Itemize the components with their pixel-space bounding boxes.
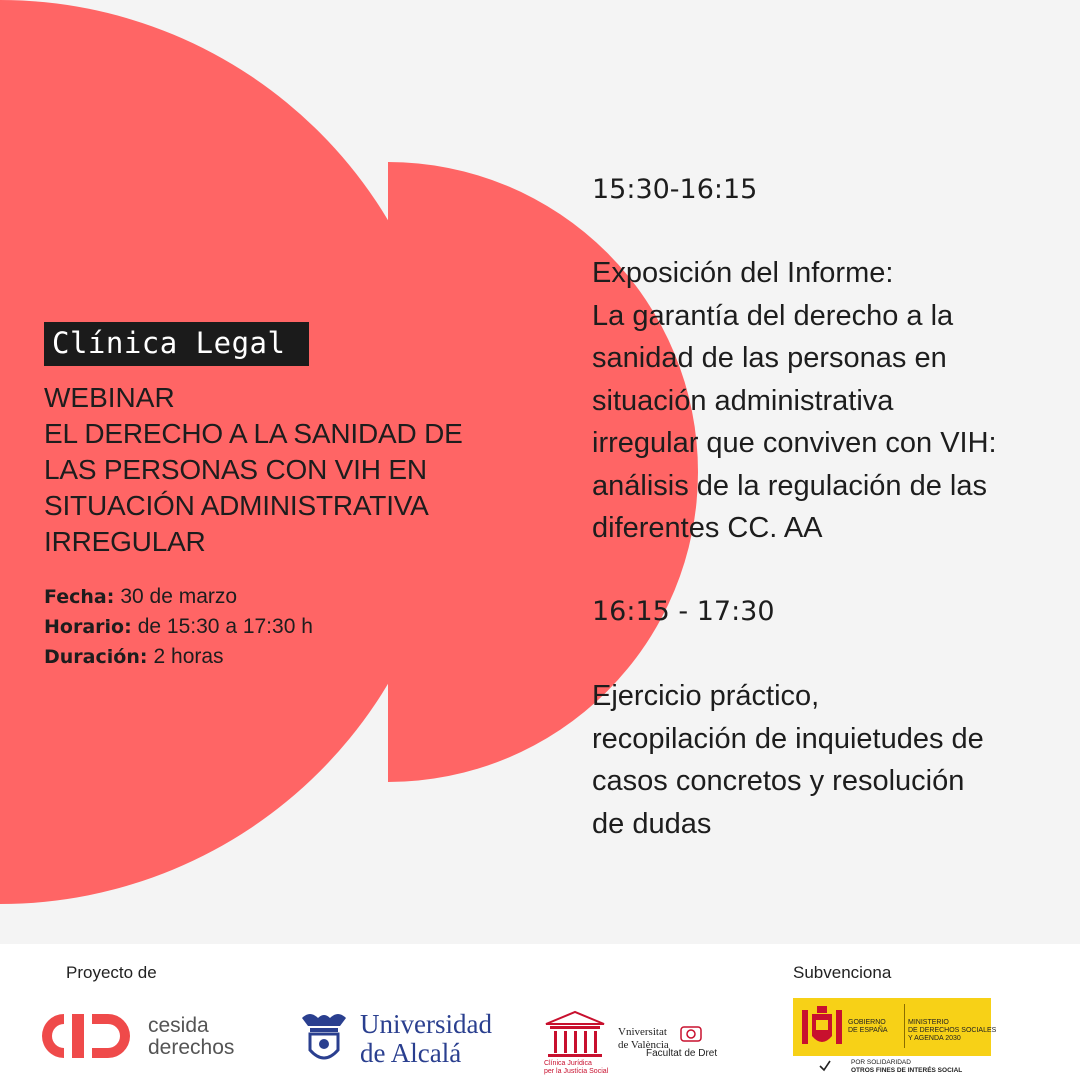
solidaridad-text: [851, 1059, 962, 1075]
schedule-line: de dudas: [592, 807, 712, 840]
detail-label: Fecha:: [44, 586, 115, 608]
alcala-name: [360, 1010, 492, 1068]
detail-time: [44, 612, 514, 642]
schedule-description-2: [592, 675, 984, 845]
event-title-line: LAS PERSONAS CON VIH EN: [44, 454, 427, 485]
valencia-line: Vniversitat: [618, 1026, 667, 1038]
schedule-time-1: 15:30-16:15: [592, 174, 758, 205]
alcala-crest-icon: [296, 1008, 352, 1068]
schedule-line: casos concretos y resolución: [592, 765, 965, 797]
solidaridad-bold: OTROS FINES DE INTERÉS SOCIAL: [851, 1067, 963, 1074]
cesida-logo-icon: [38, 1010, 134, 1062]
project-label: Proyecto de: [66, 963, 157, 982]
spain-coat-of-arms-icon: [800, 1004, 844, 1052]
clinica-legal-badge: Clínica Legal: [44, 322, 309, 366]
ministerio-text: [908, 1019, 996, 1043]
detail-value: de 15:30 a 17:30 h: [137, 615, 313, 638]
event-info: [44, 322, 514, 672]
cesida-line: cesida: [148, 1014, 209, 1037]
detail-label: Duración:: [44, 646, 148, 668]
schedule-description-1: [592, 252, 997, 550]
checkbox-check-icon: [818, 1059, 832, 1073]
detail-duration: [44, 642, 514, 672]
schedule-line: recopilación de inquietudes de: [592, 722, 984, 755]
gobierno-line: DE ESPAÑA: [848, 1027, 888, 1034]
schedule-line: Ejercicio práctico,: [592, 680, 820, 712]
funding-label: Subvenciona: [793, 963, 892, 982]
schedule-line: diferentes CC. AA: [592, 512, 823, 544]
schedule-line: situación administrativa: [592, 384, 894, 417]
ministerio-line: MINISTERIO: [908, 1019, 949, 1026]
alcala-line: de Alcalá: [360, 1038, 462, 1068]
detail-date: [44, 582, 514, 612]
gobierno-line: GOBIERNO: [848, 1019, 886, 1026]
cesida-line: derechos: [148, 1036, 235, 1059]
gobierno-divider: [904, 1004, 905, 1048]
detail-label: Horario:: [44, 616, 132, 638]
event-type: WEBINAR: [44, 382, 175, 413]
detail-value: 30 de marzo: [120, 585, 238, 608]
event-title-line: SITUACIÓN ADMINISTRATIVA: [44, 490, 429, 521]
schedule-time-2: 16:15 - 17:30: [592, 596, 775, 627]
detail-value: 2 horas: [153, 645, 224, 668]
faculty-name: Facultat de Dret: [646, 1048, 718, 1059]
event-title: [44, 416, 514, 560]
event-title-line: EL DERECHO A LA SANIDAD DE: [44, 418, 463, 449]
valencia-line: de València: [618, 1039, 669, 1051]
valencia-seal-icon: [680, 1026, 702, 1042]
ministerio-line: DE DERECHOS SOCIALES: [908, 1027, 997, 1034]
schedule-line: irregular que conviven con VIH:: [592, 427, 997, 459]
cesida-name: [148, 1015, 234, 1059]
clinica-juridica-name: [544, 1060, 608, 1076]
schedule-line: análisis de la regulación de las: [592, 469, 987, 502]
event-title-line: IRREGULAR: [44, 526, 206, 557]
event-details: [44, 582, 514, 672]
schedule-line: La garantía del derecho a la: [592, 299, 954, 332]
solidaridad-line: [851, 1067, 962, 1075]
alcala-line: Universidad: [360, 1009, 492, 1039]
schedule-line: sanidad de las personas en: [592, 342, 947, 374]
clinic-line: Clínica Jurídica: [544, 1060, 592, 1067]
solidaridad-line: POR SOLIDARIDAD: [851, 1059, 911, 1066]
gobierno-text: [848, 1019, 888, 1035]
clinic-line: per la Justícia Social: [544, 1068, 609, 1075]
valencia-building-icon: [544, 1010, 606, 1058]
ministerio-line: Y AGENDA 2030: [908, 1035, 961, 1042]
schedule-line: Exposición del Informe:: [592, 257, 894, 289]
